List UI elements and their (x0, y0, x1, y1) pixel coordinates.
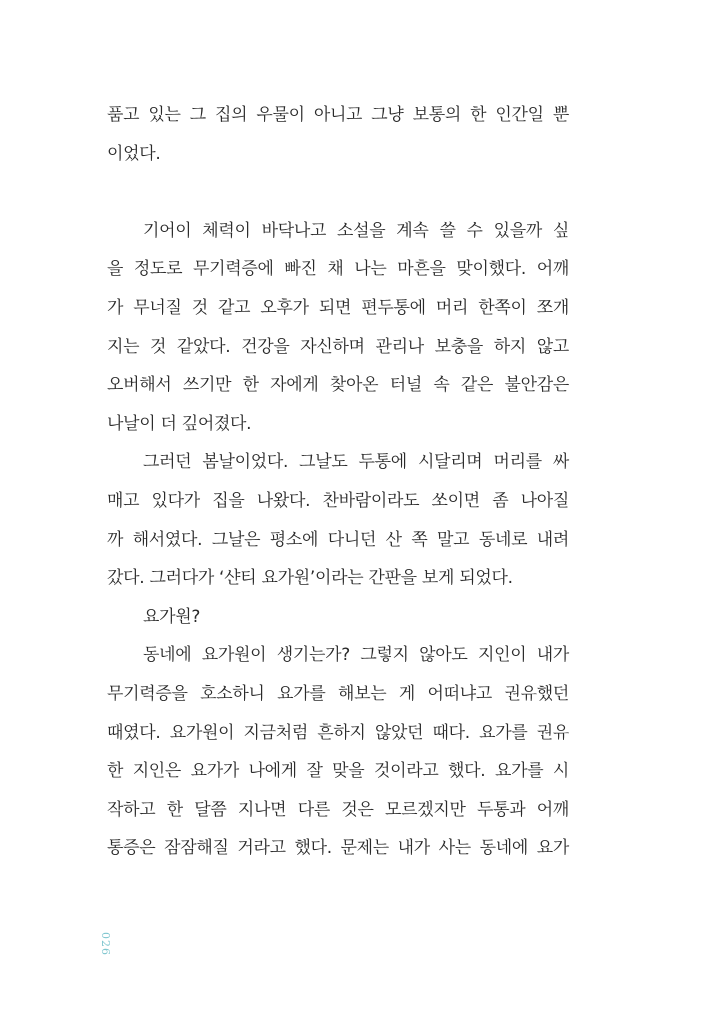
text-line: 무기력증을 호소하니 요가를 해보는 게 어떠냐고 권유했던 (107, 683, 569, 704)
text-line: 품고 있는 그 집의 우물이 아니고 그냥 보통의 한 인간일 뿐 (107, 105, 569, 125)
text-line: 매고 있다가 집을 나왔다. 찬바람이라도 쏘이면 좀 나아질 (107, 490, 569, 511)
body-text (107, 96, 569, 868)
page-number (100, 932, 120, 962)
paragraph-gap (107, 173, 569, 212)
text-line: 동네에 요가원이 생기는가? 그렇지 않아도 지인이 내가 (143, 645, 569, 666)
text-line: 이었다. (107, 143, 161, 164)
text-line: 요가원? (143, 606, 201, 627)
text-line: 가 무너질 것 같고 오후가 되면 편두통에 머리 한쪽이 쪼개 (107, 297, 569, 318)
text-line: 통증은 잠잠해질 거라고 했다. 문제는 내가 사는 동네에 요가 (107, 838, 569, 859)
text-line: 기어이 체력이 바닥나고 소설을 계속 쓸 수 있을까 싶 (143, 220, 569, 241)
text-line: 갔다. 그러다가 ‘샨티 요가원’이라는 간판을 보게 되었다. (107, 568, 513, 589)
text-line: 그러던 봄날이었다. 그날도 두통에 시달리며 머리를 싸 (143, 452, 569, 473)
text-line: 한 지인은 요가가 나에게 잘 맞을 것이라고 했다. 요가를 시 (107, 761, 569, 782)
text-line: 을 정도로 무기력증에 빠진 채 나는 마흔을 맞이했다. 어깨 (107, 259, 569, 280)
text-line: 작하고 한 달쯤 지나면 다른 것은 모르겠지만 두통과 어깨 (107, 799, 569, 820)
text-line: 오버해서 쓰기만 한 자에게 찾아온 터널 속 같은 불안감은 (107, 375, 569, 396)
text-line: 때였다. 요가원이 지금처럼 흔하지 않았던 때다. 요가를 권유 (107, 722, 569, 743)
text-line: 나날이 더 깊어졌다. (107, 413, 252, 434)
text-line: 지는 것 같았다. 건강을 자신하며 관리나 보충을 하지 않고 (107, 336, 569, 357)
text-line: 까 해서였다. 그날은 평소에 다니던 산 쪽 말고 동네로 내려 (107, 529, 569, 550)
page-number-text: 026 (99, 932, 112, 956)
